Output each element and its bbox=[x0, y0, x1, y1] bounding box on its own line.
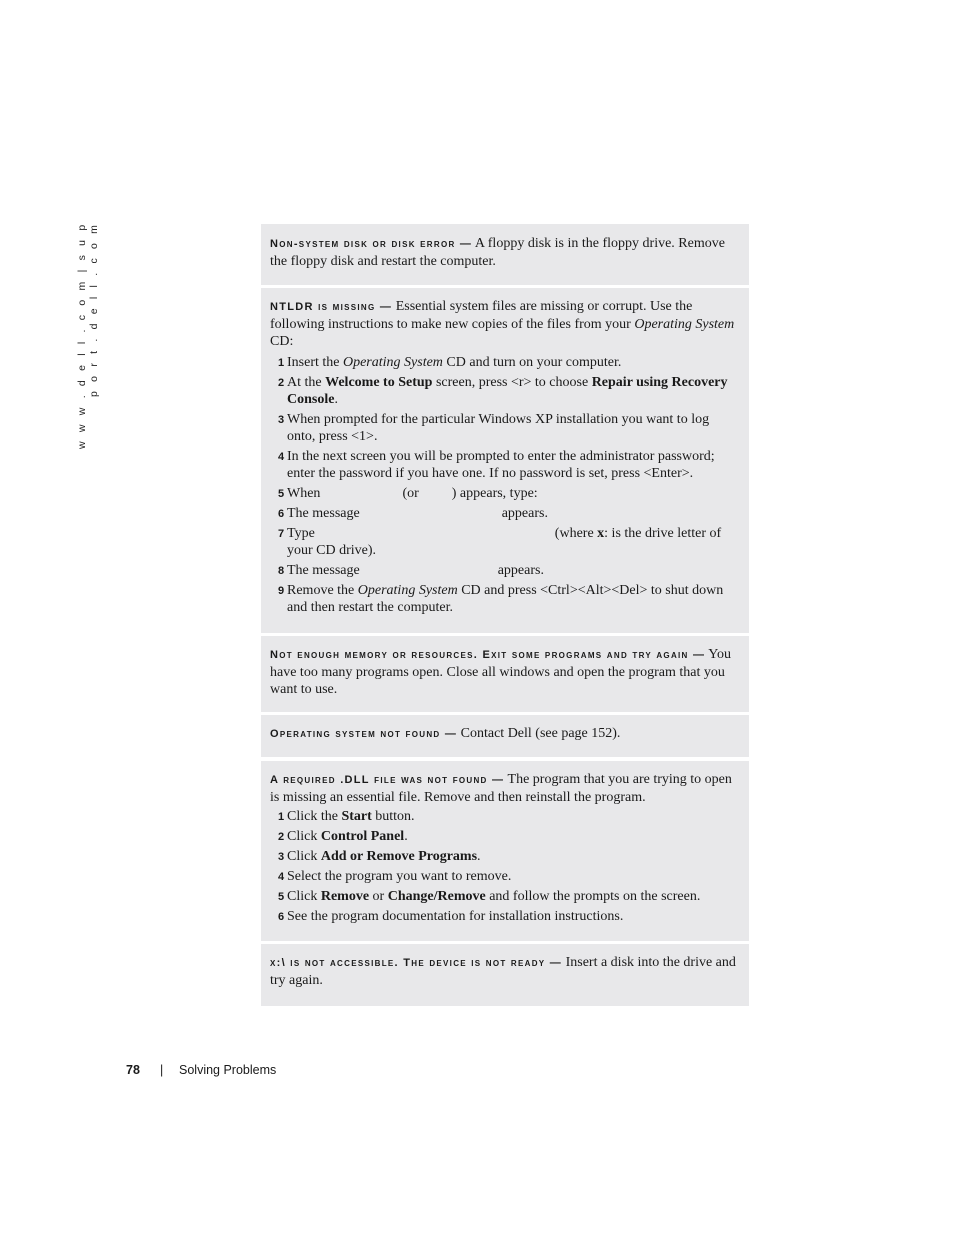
list-item bbox=[270, 525, 737, 559]
step-text-bold: Start bbox=[341, 809, 372, 824]
step-number: 5 bbox=[278, 891, 285, 903]
step-number: 3 bbox=[278, 414, 285, 426]
step-number: 4 bbox=[278, 451, 285, 463]
box-text: Contact Dell (see page 152). bbox=[457, 726, 621, 741]
list-item bbox=[270, 505, 737, 522]
step-text: Click bbox=[287, 849, 321, 864]
step-text: (or bbox=[402, 486, 419, 501]
list-item bbox=[270, 808, 737, 825]
box-heading: Operating system not found — bbox=[270, 728, 458, 740]
step-text: When bbox=[287, 486, 321, 501]
list-item bbox=[270, 888, 737, 905]
box-text: You have too many programs open. Close all windows and open the program that you want to use. bbox=[270, 647, 731, 697]
step-text: button. bbox=[371, 809, 415, 824]
box-heading: A required bbox=[270, 774, 341, 786]
step-text: At the bbox=[287, 375, 326, 390]
list-item bbox=[270, 374, 737, 408]
box-non-system-disk bbox=[261, 224, 749, 285]
step-text-italic: Operating System bbox=[342, 355, 443, 370]
step-text: screen, press <r> to choose bbox=[432, 375, 592, 390]
step-text: Insert the bbox=[287, 355, 343, 370]
side-url: w w w . d e l l . c o m | s u p p o r t . d e l l . c o m bbox=[76, 222, 100, 450]
box-paragraph bbox=[270, 954, 737, 989]
box-paragraph bbox=[270, 298, 737, 350]
box-text: The program that you are trying to open is missing an essential file. Remove and then reinstall the program. bbox=[270, 772, 732, 805]
step-text: ) appears, type: bbox=[451, 486, 538, 501]
step-text: Click bbox=[287, 889, 321, 904]
section-title: Solving Problems bbox=[179, 1063, 277, 1077]
ntldr-steps bbox=[270, 354, 737, 616]
box-heading: NTLDR is missing — bbox=[270, 301, 393, 313]
step-number: 6 bbox=[278, 508, 285, 520]
step-number: 1 bbox=[278, 811, 285, 823]
step-text: See the program documentation for installation instructions. bbox=[287, 909, 624, 924]
box-heading: Not enough memory or resources. Exit some programs and try again — bbox=[270, 649, 706, 661]
page-footer bbox=[126, 1063, 277, 1077]
box-paragraph bbox=[270, 646, 737, 698]
box-heading: file was not found — bbox=[369, 774, 505, 786]
step-text: Type bbox=[287, 526, 315, 541]
box-not-accessible bbox=[261, 944, 749, 1006]
step-text: In the next screen you will be prompted to enter the administrator password; enter the password if you have one. If no password is set, press <Enter>. bbox=[287, 449, 715, 481]
step-text-bold: x bbox=[597, 526, 605, 541]
step-text: The message bbox=[287, 563, 360, 578]
step-number: 5 bbox=[278, 488, 285, 500]
box-text: CD: bbox=[270, 334, 294, 349]
list-item bbox=[270, 354, 737, 371]
list-item bbox=[270, 828, 737, 845]
box-paragraph bbox=[270, 235, 737, 270]
step-text: Click bbox=[287, 829, 321, 844]
list-item bbox=[270, 848, 737, 865]
step-text: and follow the prompts on the screen. bbox=[485, 889, 701, 904]
step-number: 4 bbox=[278, 871, 285, 883]
step-number: 3 bbox=[278, 851, 285, 863]
box-text-italic: Operating System bbox=[634, 317, 735, 332]
list-item bbox=[270, 868, 737, 885]
box-paragraph bbox=[270, 771, 737, 806]
step-number: 2 bbox=[278, 831, 285, 843]
step-text: . bbox=[334, 392, 338, 407]
box-dll-not-found bbox=[261, 761, 749, 941]
list-item bbox=[270, 908, 737, 925]
list-item bbox=[270, 582, 737, 616]
step-number: 2 bbox=[278, 377, 285, 389]
step-number: 8 bbox=[278, 565, 285, 577]
step-text: : is the drive letter of your CD drive). bbox=[287, 526, 722, 558]
step-text: Select the program you want to remove. bbox=[287, 869, 512, 884]
step-text-bold: Add or Remove Programs bbox=[320, 849, 478, 864]
box-ntldr-missing bbox=[261, 288, 749, 633]
box-heading: Non-system disk or disk error — bbox=[270, 238, 473, 250]
box-os-not-found bbox=[261, 715, 749, 757]
step-number: 1 bbox=[278, 357, 285, 369]
box-heading-dll: .DLL bbox=[340, 774, 370, 786]
step-number: 6 bbox=[278, 911, 285, 923]
box-paragraph bbox=[270, 725, 737, 743]
step-number: 7 bbox=[278, 528, 285, 540]
step-text: The message bbox=[287, 506, 360, 521]
list-item bbox=[270, 411, 737, 445]
step-text-bold: Welcome to Setup bbox=[325, 375, 433, 390]
list-item bbox=[270, 448, 737, 482]
box-not-enough-memory bbox=[261, 636, 749, 712]
box-text: Insert a disk into the drive and try again. bbox=[270, 955, 736, 988]
page-number: 78 bbox=[126, 1063, 140, 1077]
step-text: appears. bbox=[497, 563, 544, 578]
step-text: (where bbox=[554, 526, 598, 541]
step-text: When prompted for the particular Windows XP installation you want to log onto, press <1>. bbox=[287, 412, 710, 444]
list-item bbox=[270, 485, 737, 502]
step-text: Click the bbox=[287, 809, 342, 824]
dll-steps bbox=[270, 808, 737, 925]
box-heading: x:\ is not accessible. The device is not ready — bbox=[270, 957, 563, 969]
step-text: Remove the bbox=[287, 583, 358, 598]
step-text-bold: Remove bbox=[320, 889, 370, 904]
step-text: appears. bbox=[501, 506, 548, 521]
step-number: 9 bbox=[278, 585, 285, 597]
step-text: CD and press <Ctrl><Alt><Del> to shut down and then restart the computer. bbox=[287, 583, 724, 615]
step-text: CD and turn on your computer. bbox=[442, 355, 622, 370]
step-text-bold: Repair using Recovery Console bbox=[287, 375, 728, 407]
step-text: or bbox=[369, 889, 388, 904]
footer-separator: | bbox=[160, 1063, 164, 1077]
box-text: Essential system files are missing or corrupt. Use the following instructions to make new copies of the files from your bbox=[270, 299, 693, 332]
step-text-bold: Control Panel bbox=[320, 829, 405, 844]
step-text-italic: Operating System bbox=[357, 583, 458, 598]
step-text: . bbox=[477, 849, 481, 864]
step-text-bold: Change/Remove bbox=[387, 889, 486, 904]
box-text: A floppy disk is in the floppy drive. Remove the floppy disk and restart the computer. bbox=[270, 236, 725, 269]
list-item bbox=[270, 562, 737, 579]
step-text: . bbox=[404, 829, 408, 844]
